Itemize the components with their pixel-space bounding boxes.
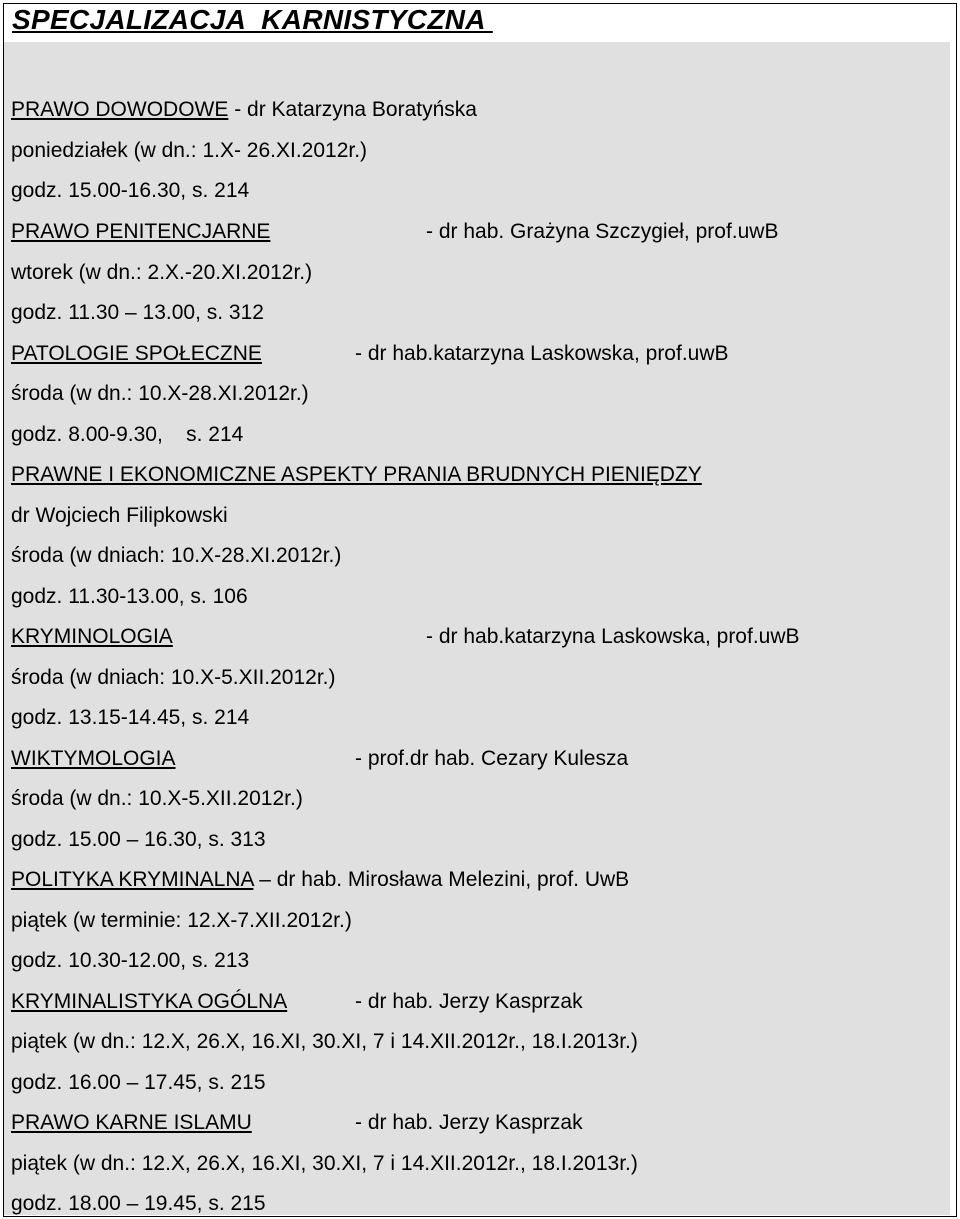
- course-name: PRAWNE I EKONOMICZNE ASPEKTY PRANIA BRUDNYCH PIENIĘDZY: [11, 463, 702, 486]
- course-time: godz. 11.30 – 13.00, s. 312: [11, 301, 264, 324]
- course-name: PATOLOGIE SPOŁECZNE: [11, 342, 262, 365]
- course-lecturer: dr Wojciech Filipkowski: [11, 504, 228, 527]
- course-name: KRYMINOLOGIA: [11, 625, 173, 648]
- course-time: godz. 10.30-12.00, s. 213: [11, 949, 250, 972]
- course-name: PRAWO KARNE ISLAMU: [11, 1111, 252, 1134]
- course-name: PRAWO PENITENCJARNE: [11, 220, 271, 243]
- course-header: [11, 98, 477, 122]
- course-day: poniedziałek (w dn.: 1.X- 26.XI.2012r.): [11, 139, 368, 162]
- course-time: godz. 11.30-13.00, s. 106: [11, 585, 248, 608]
- course-name: POLITYKA KRYMINALNA: [11, 868, 254, 891]
- course-name: PRAWO DOWODOWE: [11, 98, 229, 121]
- course-lecturer: – dr hab. Mirosława Melezini, prof. UwB: [253, 868, 630, 891]
- course-time: godz. 15.00 – 16.30, s. 313: [11, 828, 266, 851]
- page-title: SPECJALIZACJA KARNISTYCZNA: [12, 4, 493, 35]
- course-day: środa (w dn.: 10.X-28.XI.2012r.): [11, 382, 309, 405]
- course-time: godz. 13.15-14.45, s. 214: [11, 706, 250, 729]
- course-lecturer: - dr hab.katarzyna Laskowska, prof.uwB: [355, 342, 729, 365]
- course-lecturer: - prof.dr hab. Cezary Kulesza: [355, 747, 629, 770]
- course-header: [11, 868, 629, 892]
- course-time: godz. 8.00-9.30, s. 214: [11, 423, 244, 446]
- course-lecturer: - dr Katarzyna Boratyńska: [228, 98, 477, 121]
- course-lecturer: - dr hab. Grażyna Szczygieł, prof.uwB: [426, 220, 779, 243]
- course-name: WIKTYMOLOGIA: [11, 747, 176, 770]
- course-day: piątek (w terminie: 12.X-7.XII.2012r.): [11, 909, 352, 932]
- course-time: godz. 15.00-16.30, s. 214: [11, 179, 250, 202]
- course-name: KRYMINALISTYKA OGÓLNA: [11, 990, 288, 1013]
- course-lecturer: - dr hab. Jerzy Kasprzak: [355, 1111, 583, 1134]
- course-day: środa (w dn.: 10.X-5.XII.2012r.): [11, 787, 303, 810]
- course-day: środa (w dniach: 10.X-28.XI.2012r.): [11, 544, 342, 567]
- course-day: wtorek (w dn.: 2.X.-20.XI.2012r.): [11, 261, 313, 284]
- course-time: godz. 18.00 – 19.45, s. 215: [11, 1192, 266, 1215]
- course-day: piątek (w dn.: 12.X, 26.X, 16.XI, 30.XI, 7 i 14.XII.2012r., 18.I.2013r.): [11, 1152, 638, 1175]
- course-lecturer: - dr hab.katarzyna Laskowska, prof.uwB: [426, 625, 800, 648]
- course-time: godz. 16.00 – 17.45, s. 215: [11, 1071, 266, 1094]
- course-lecturer: - dr hab. Jerzy Kasprzak: [355, 990, 583, 1013]
- course-day: środa (w dniach: 10.X-5.XII.2012r.): [11, 666, 336, 689]
- course-day: piątek (w dn.: 12.X, 26.X, 16.XI, 30.XI, 7 i 14.XII.2012r., 18.I.2013r.): [11, 1030, 638, 1053]
